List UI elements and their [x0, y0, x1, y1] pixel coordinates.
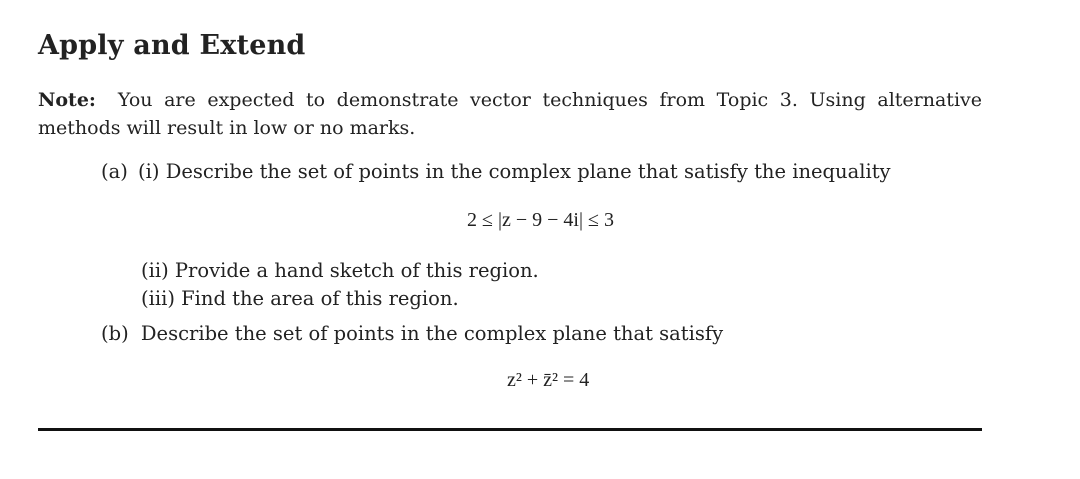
note-text: You are expected to demonstrate vector techniques from Topic 3. Using alternative methods will result in low or no marks.	[38, 89, 982, 139]
part-a-question-i	[101, 160, 891, 183]
part-a-sub-i-text: (i) Describe the set of points in the complex plane that satisfy the inequality	[138, 160, 891, 183]
part-a-label: (a)	[101, 160, 128, 183]
part-b-label: (b)	[101, 322, 129, 345]
part-a-sub-iii-text: (iii) Find the area of this region.	[141, 287, 459, 310]
horizontal-rule	[38, 428, 982, 431]
part-b-equation	[507, 369, 589, 392]
part-b-equation-text: z² + z̄² = 4	[507, 369, 590, 391]
part-b-question	[101, 322, 723, 345]
part-a-equation	[467, 209, 614, 232]
part-a-equation-text: 2 ≤ |z − 9 − 4i| ≤ 3	[467, 209, 614, 231]
note-label: Note:	[38, 89, 96, 111]
section-title: Apply and Extend	[38, 30, 306, 61]
part-b-text: Describe the set of points in the complex plane that satisfy	[140, 322, 724, 345]
note-paragraph	[38, 86, 982, 142]
part-a-sub-ii-text: (ii) Provide a hand sketch of this region.	[141, 259, 539, 282]
